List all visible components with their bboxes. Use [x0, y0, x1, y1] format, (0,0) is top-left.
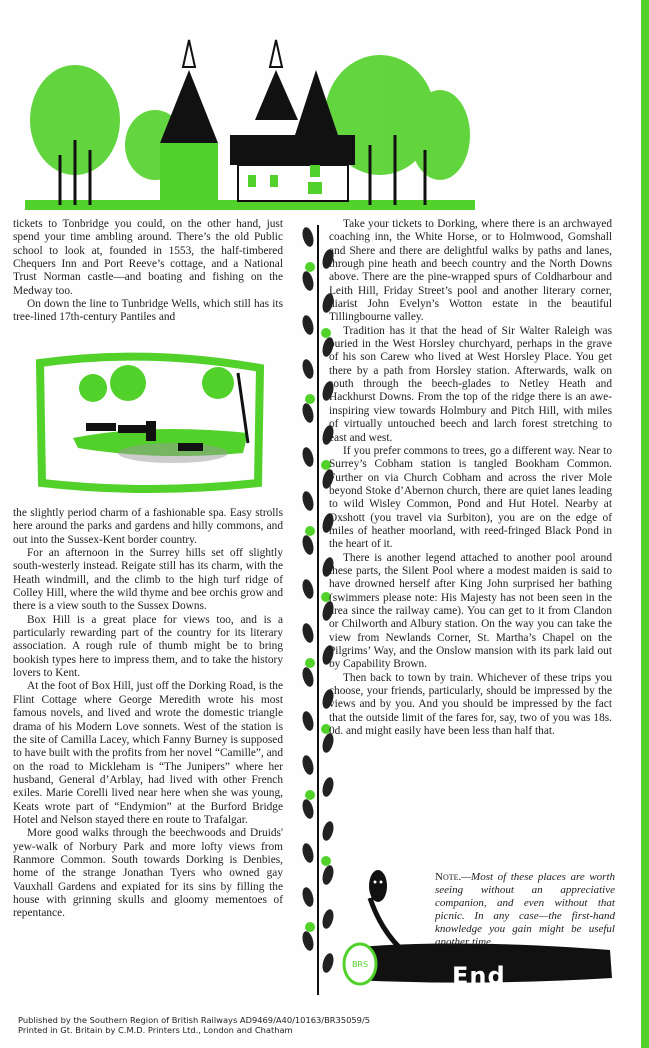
left-column-top	[13, 218, 283, 325]
hop-cone-icon	[301, 578, 316, 600]
green-page-edge	[641, 0, 649, 1048]
left-column-bottom	[13, 507, 283, 921]
paragraph: There is another legend attached to another pool around these parts, the Silent Pool where a modest maiden is said to have drowned herself after King John surprised her bathing (swimmers please note: His Majesty has not been seen in the area since the railway came). You can get to it from Clandon or Chilworth and Albury station. On the way you can take the view from Newlands Corner, St. Martha’s Chapel on the Pilgrims’ Way, and the Onslow mansion with its park laid out by Capability Brown.	[329, 551, 612, 671]
hop-cone-icon	[301, 930, 316, 952]
paragraph: For an afternoon in the Surrey hills set off slightly south-westerly instead. Reigate still has its charm, with the Heath windmill, and the climb to the high turf ridge of Colley Hill, where the wild thyme and bee orchis grow and there is a view south to the Sussex Downs.	[13, 547, 283, 613]
hop-cone-icon	[301, 490, 316, 512]
hop-leaf-icon	[321, 856, 331, 866]
paragraph: Tradition has it that the head of Sir Walter Raleigh was buried in the West Horsley churchyard, perhaps in the grave of his son Carew who lived at West Horsley Place. You get there by a path from Horsley station. Afterwards, walk on south through the beech-glades to Netley Heath and Hackhurst Downs. From the top of the ridge there is an awe-inspiring view towards Holmbury and Pitch Hill, with miles of virtually untouched beech and larch forest stretching to east and west.	[329, 324, 612, 444]
hop-cone-icon	[301, 314, 316, 336]
hop-cone-icon	[321, 820, 336, 842]
hop-cone-icon	[301, 534, 316, 556]
log-emblem: BRS	[351, 960, 369, 969]
paragraph: Take your tickets to Dorking, where there is an archwayed coaching inn, the White Horse, or to Holmwood, Gomshall and Shere and there are delightful walks by paths and lanes, through pine heath and beech country and the North Downs above. There are the pine-wrapped spurs of Coldharbour and Leith Hill, Friday Street’s pool and another literary corner, diarist John Evelyn’s Wotton estate in the beautiful Tillingbourne valley.	[329, 218, 612, 324]
note-text: —Most of these places are worth seeing without an appreciative companion, and even without that picnic. In any case—the first-hand knowledge you gain might be useful another time.	[435, 871, 615, 948]
hop-leaf-icon	[305, 922, 315, 932]
paragraph: More good walks through the beechwoods and Druids' yew-walk of Norbury Park and more lofty views from Ranmore Common. South towards Dorking is Denbies, home of the strange Jonathan Tyers who owned gay Vauxhall Gardens and expiated for its sins by filling the house with grinning skulls and gloomy mementoes of repentance.	[13, 827, 283, 920]
hop-cone-icon	[301, 226, 316, 248]
hop-cone-icon	[301, 622, 316, 644]
hop-leaf-icon	[305, 262, 315, 272]
hop-leaf-icon	[305, 394, 315, 404]
hop-leaf-icon	[305, 790, 315, 800]
publisher-footer	[18, 1015, 370, 1035]
hop-cone-icon	[321, 776, 336, 798]
footer-line-1: Published by the Southern Region of British Railways AD9469/A40/10163/BR35059/5	[18, 1015, 371, 1025]
hop-cone-icon	[301, 270, 316, 292]
hop-cone-icon	[301, 886, 316, 908]
hop-cone-icon	[301, 666, 316, 688]
oast-houses-with-trees-icon	[20, 25, 480, 215]
hop-cone-icon	[301, 754, 316, 776]
hop-cone-icon	[301, 402, 316, 424]
note-lead: Note.	[435, 871, 462, 883]
paragraph: the slightly period charm of a fashionable spa. Easy strolls here around the parks and gardens and hilly commons, and out into the Sussex-Kent border country.	[13, 507, 283, 546]
paragraph: At the foot of Box Hill, just off the Dorking Road, is the Flint Cottage where George Meredith wrote his most famous novels, and lived and wrote the domestic triangle drama of his Modern Love sonnets. West of the station is the site of Camilla Lacey, which Fanny Burney is supposed to have built with the profits from her novel “Camille”, and on the road to Mickleham is “The Junipers” where her husband, General d’Arblay, had lived with other French exiles. Marie Corelli lived near here when she was young, Keats wrote part of “Endymion” at the Burford Bridge Hotel and Nelson stayed there en route to Trafalgar.	[13, 680, 283, 826]
hop-leaf-icon	[305, 658, 315, 668]
paragraph: On down the line to Tunbridge Wells, which still has its tree-lined 17th-century Pantiles and	[13, 298, 283, 324]
hop-leaf-icon	[305, 526, 315, 536]
hop-cone-icon	[301, 710, 316, 732]
paragraph: Then back to town by train. Whichever of these trips you choose, your friends, particularly, should be impressed by the views and by you. And you should be impressed by the fact that the outside limit of the fares for, say, two of you was 18s. 0d. and might easily have been less than half that.	[329, 671, 612, 738]
note-box	[435, 871, 615, 949]
hop-cone-icon	[301, 798, 316, 820]
paragraph: tickets to Tonbridge you could, on the other hand, just spend your time ambling around. There’s the old Public school to look at, founded in 1553, the half-timbered Chequers Inn and Port Reeve’s cottage, and a National Trust Norman castle—and boating and fishing on the Medway too.	[13, 218, 283, 297]
paragraph: If you prefer commons to trees, go a different way. Near to Surrey’s Cobham station is tangled Bookham Common. Further on via Church Cobham and across the river Mole beyond Stoke d’Abernon church, there are quiet lanes leading to wild Wisley Common, Pond and Hut Hotel. Nearby at Oxshott (you travel via Surbiton), you are on the edge of miles of heather moorland, with reed-fringed Black Pond in the heart of it.	[329, 444, 612, 551]
end-label: End	[452, 962, 506, 990]
paragraph: Box Hill is a great place for views too, and is a particularly rewarding part of the country for its literary association. A rough rule of thumb might be to bring bookish types here to impress them, and to take the history lovers to Kent.	[13, 613, 283, 680]
hop-cone-icon	[301, 446, 316, 468]
hop-cone-icon	[301, 842, 316, 864]
footer-line-2: Printed in Gt. Britain by C.M.D. Printers Ltd., London and Chatham	[18, 1025, 293, 1035]
hop-cone-icon	[301, 358, 316, 380]
deer-in-park-icon	[28, 343, 268, 498]
right-column	[329, 218, 612, 738]
